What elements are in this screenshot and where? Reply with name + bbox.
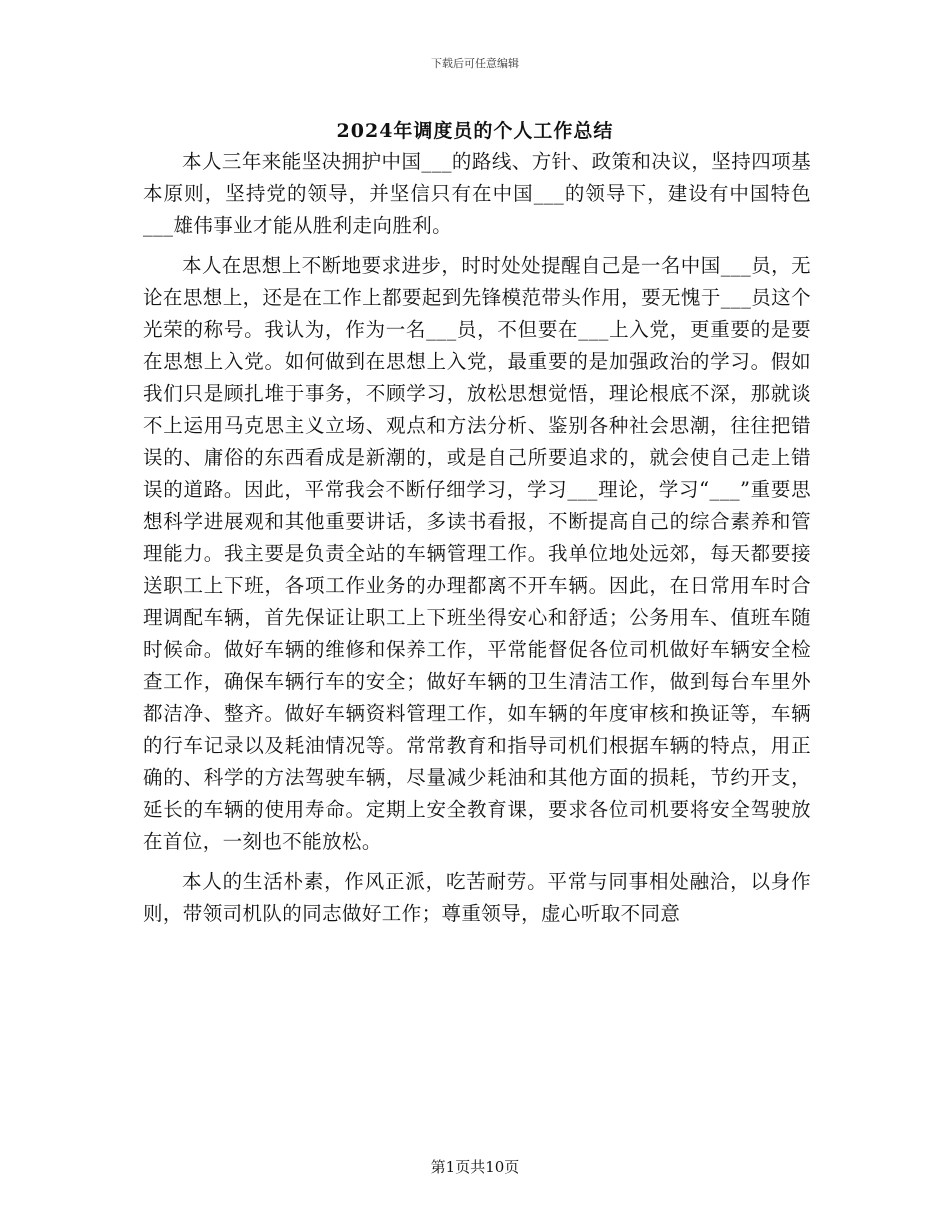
paragraph-3: 本人的生活朴素，作风正派，吃苦耐劳。平常与同事相处融洽，以身作则，带领司机队的同志做好工作；尊重领导，虚心听取不同意 [143, 870, 811, 925]
paragraph-2: 本人在思想上不断地要求进步，时时处处提醒自己是一名中国___员，无论在思想上，还是在工作上都要起到先锋模范带头作用，要无愧于___员这个光荣的称号。我认为，作为一名___员，不但要在___上入党，更重要的是要在思想上入党。如何做到在思想上入党，最重要的是加强政治的学习。假如我们只是顾扎堆于事务，不顾学习，放松思想觉悟，理论根底不深，那就谈不上运用马克思主义立场、观点和方法分析、鉴别各种社会思潮，往往把错误的、庸俗的东西看成是新潮的，或是自己所要追求的，就会使自己走上错误的道路。因此，平常我会不断仔细学习，学习___理论，学习“___”重要思想科学进展观和其他重要讲话，多读书看报，不断提高自己的综合素养和管理能力。我主要是负责全站的车辆管理工作。我单位地处远郊，每天都要接送职工上下班，各项工作业务的办理都离不开车辆。因此，在日常用车时合理调配车辆，首先保证让职工上下班坐得安心和舒适；公务用车、值班车随时候命。做好车辆的维修和保养工作，平常能督促各位司机做好车辆安全检查工作，确保车辆行车的安全；做好车辆的卫生清洁工作，做到每台车里外都洁净、整齐。做好车辆资料管理工作，如车辆的年度审核和换证等，车辆的行车记录以及耗油情况等。常常教育和指导司机们根据车辆的特点，用正确的、科学的方法驾驶车辆，尽量减少耗油和其他方面的损耗，节约开支，延长的车辆的使用寿命。定期上安全教育课，要求各位司机要将安全驾驶放在首位，一刻也不能放松。 [143, 254, 811, 853]
document-title: 2024年调度员的个人工作总结 [336, 120, 614, 142]
document-body [143, 146, 811, 938]
page-number: 第1页共10页 [430, 1158, 520, 1176]
header-note: 下载后可任意编辑 [431, 57, 519, 70]
paragraph-1: 本人三年来能坚决拥护中国___的路线、方针、政策和决议，坚持四项基本原则，坚持党的领导，并坚信只有在中国___的领导下，建设有中国特色___雄伟事业才能从胜利走向胜利。 [143, 150, 811, 237]
